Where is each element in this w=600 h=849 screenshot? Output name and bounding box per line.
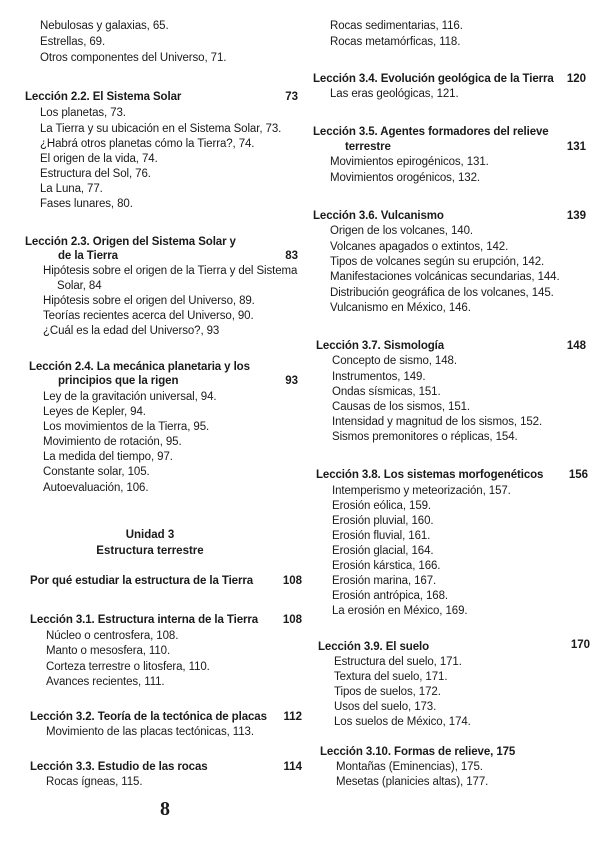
- lesson-heading: Lección 2.2. El Sistema Solar: [25, 91, 182, 103]
- lesson-heading: Lección 3.5. Agentes formadores del relieve: [313, 126, 549, 138]
- unit-label: Unidad 3: [125, 529, 175, 541]
- toc-item: Manifestaciones volcánicas secundarias, 144.: [330, 271, 560, 283]
- lesson-page-number: 170: [570, 639, 590, 651]
- toc-item: Corteza terrestre o litosfera, 110.: [46, 661, 210, 673]
- toc-item: Mesetas (planicies altas), 177.: [336, 776, 489, 788]
- toc-item: Tipos de volcanes según su erupción, 142.: [330, 256, 545, 268]
- toc-item: Erosión pluvial, 160.: [332, 515, 434, 527]
- toc-item: Constante solar, 105.: [43, 466, 150, 478]
- lesson-page-number: 108: [282, 575, 302, 587]
- lesson-heading-continued: de la Tierra: [58, 250, 118, 262]
- lesson-heading: Lección 3.7. Sismología: [316, 340, 445, 352]
- toc-item: La Luna, 77.: [40, 183, 103, 195]
- lesson-page-number: 120: [566, 73, 586, 85]
- toc-item-continued: Solar, 84: [57, 280, 102, 292]
- toc-item: Usos del suelo, 173.: [334, 701, 437, 713]
- toc-item: Erosión kárstica, 166.: [332, 560, 441, 572]
- lesson-heading: Lección 3.6. Vulcanismo: [313, 210, 444, 222]
- toc-item: Origen de los volcanes, 140.: [330, 225, 473, 237]
- page-number: 8: [160, 798, 170, 820]
- toc-item: Sismos premonitores o réplicas, 154.: [332, 431, 518, 443]
- toc-item: Rocas sedimentarias, 116.: [330, 20, 463, 32]
- toc-item: Tipos de suelos, 172.: [334, 686, 441, 698]
- toc-item: Movimiento de las placas tectónicas, 113.: [46, 726, 254, 738]
- toc-item: Estructura del suelo, 171.: [334, 656, 462, 668]
- toc-item: Vulcanismo en México, 146.: [330, 302, 471, 314]
- toc-item: La erosión en México, 169.: [332, 605, 468, 617]
- toc-item: Hipótesis sobre el origen de la Tierra y del Sistema: [43, 265, 298, 277]
- toc-item: Concepto de sismo, 148.: [332, 355, 457, 367]
- toc-item: Las eras geológicas, 121.: [330, 88, 459, 100]
- toc-item: Erosión antrópica, 168.: [332, 590, 448, 602]
- toc-item: Textura del suelo, 171.: [334, 671, 448, 683]
- lesson-heading: Lección 3.10. Formas de relieve, 175: [320, 746, 516, 758]
- lesson-heading: Lección 2.3. Origen del Sistema Solar y: [25, 236, 236, 248]
- lesson-page-number: 83: [285, 250, 298, 262]
- lesson-heading-continued: principios que la rigen: [58, 375, 179, 387]
- lesson-page-number: 148: [566, 340, 586, 352]
- toc-item: Movimientos orogénicos, 132.: [330, 172, 480, 184]
- toc-item: Los suelos de México, 174.: [334, 716, 471, 728]
- lesson-heading-continued: terrestre: [345, 141, 391, 153]
- toc-item: Nebulosas y galaxias, 65.: [40, 20, 169, 32]
- toc-item: Distribución geográfica de los volcanes, 145.: [330, 287, 554, 299]
- toc-item: ¿Habrá otros planetas cómo la Tierra?, 74.: [40, 138, 255, 150]
- toc-item: ¿Cuál es la edad del Universo?, 93: [43, 325, 220, 337]
- toc-item: Intensidad y magnitud de los sismos, 152.: [332, 416, 543, 428]
- toc-item: Estrellas, 69.: [40, 36, 106, 48]
- lesson-heading: Lección 3.9. El suelo: [318, 641, 430, 653]
- toc-item: Erosión eólica, 159.: [332, 500, 432, 512]
- toc-item: Rocas ígneas, 115.: [46, 776, 143, 788]
- unit-title: Estructura terrestre: [96, 545, 204, 557]
- lesson-page-number: 156: [568, 469, 588, 481]
- toc-item: Ondas sísmicas, 151.: [332, 386, 441, 398]
- toc-item: Erosión marina, 167.: [332, 575, 437, 587]
- toc-item: Causas de los sismos, 151.: [332, 401, 471, 413]
- toc-item: Intemperismo y meteorización, 157.: [332, 485, 511, 497]
- lesson-page-number: 131: [566, 141, 586, 153]
- toc-item: Hipótesis sobre el origen del Universo, 89.: [43, 295, 255, 307]
- lesson-page-number: 93: [285, 375, 298, 387]
- toc-item: Los movimientos de la Tierra, 95.: [43, 421, 210, 433]
- lesson-heading: Lección 3.8. Los sistemas morfogenéticos: [316, 469, 544, 481]
- toc-item: Leyes de Kepler, 94.: [43, 406, 146, 418]
- toc-item: La Tierra y su ubicación en el Sistema Solar, 73.: [40, 123, 282, 135]
- toc-item: Teorías recientes acerca del Universo, 90.: [43, 310, 254, 322]
- lesson-page-number: 114: [283, 761, 302, 773]
- toc-item: Avances recientes, 111.: [46, 676, 165, 688]
- lesson-page-number: 139: [566, 210, 586, 222]
- lesson-heading: Lección 2.4. La mecánica planetaria y los: [29, 361, 250, 373]
- toc-item: Movimientos epirogénicos, 131.: [330, 156, 489, 168]
- lesson-heading: Por qué estudiar la estructura de la Tierra: [30, 575, 254, 587]
- toc-item: Volcanes apagados o extintos, 142.: [330, 241, 509, 253]
- lesson-page-number: 112: [283, 711, 302, 723]
- toc-item: Montañas (Eminencias), 175.: [336, 761, 483, 773]
- lesson-heading: Lección 3.4. Evolución geológica de la Tierra: [313, 73, 554, 85]
- toc-item: Rocas metamórficas, 118.: [330, 36, 461, 48]
- toc-item: Autoevaluación, 106.: [43, 482, 149, 494]
- toc-item: Fases lunares, 80.: [40, 198, 133, 210]
- toc-item: Los planetas, 73.: [40, 107, 126, 119]
- toc-item: Erosión glacial, 164.: [332, 545, 434, 557]
- toc-item: Núcleo o centrosfera, 108.: [46, 630, 179, 642]
- toc-item: Movimiento de rotación, 95.: [43, 436, 182, 448]
- toc-item: Erosión fluvial, 161.: [332, 530, 431, 542]
- lesson-page-number: 108: [282, 614, 302, 626]
- toc-item: La medida del tiempo, 97.: [43, 451, 173, 463]
- toc-item: El origen de la vida, 74.: [40, 153, 158, 165]
- lesson-page-number: 73: [285, 91, 298, 103]
- toc-item: Manto o mesosfera, 110.: [46, 645, 171, 657]
- toc-item: Estructura del Sol, 76.: [40, 168, 151, 180]
- lesson-heading: Lección 3.1. Estructura interna de la Tierra: [30, 614, 259, 626]
- lesson-heading: Lección 3.2. Teoría de la tectónica de placas: [30, 711, 267, 723]
- toc-item: Ley de la gravitación universal, 94.: [43, 391, 217, 403]
- toc-item: Instrumentos, 149.: [332, 371, 426, 383]
- lesson-heading: Lección 3.3. Estudio de las rocas: [30, 761, 208, 773]
- toc-item: Otros componentes del Universo, 71.: [40, 52, 227, 64]
